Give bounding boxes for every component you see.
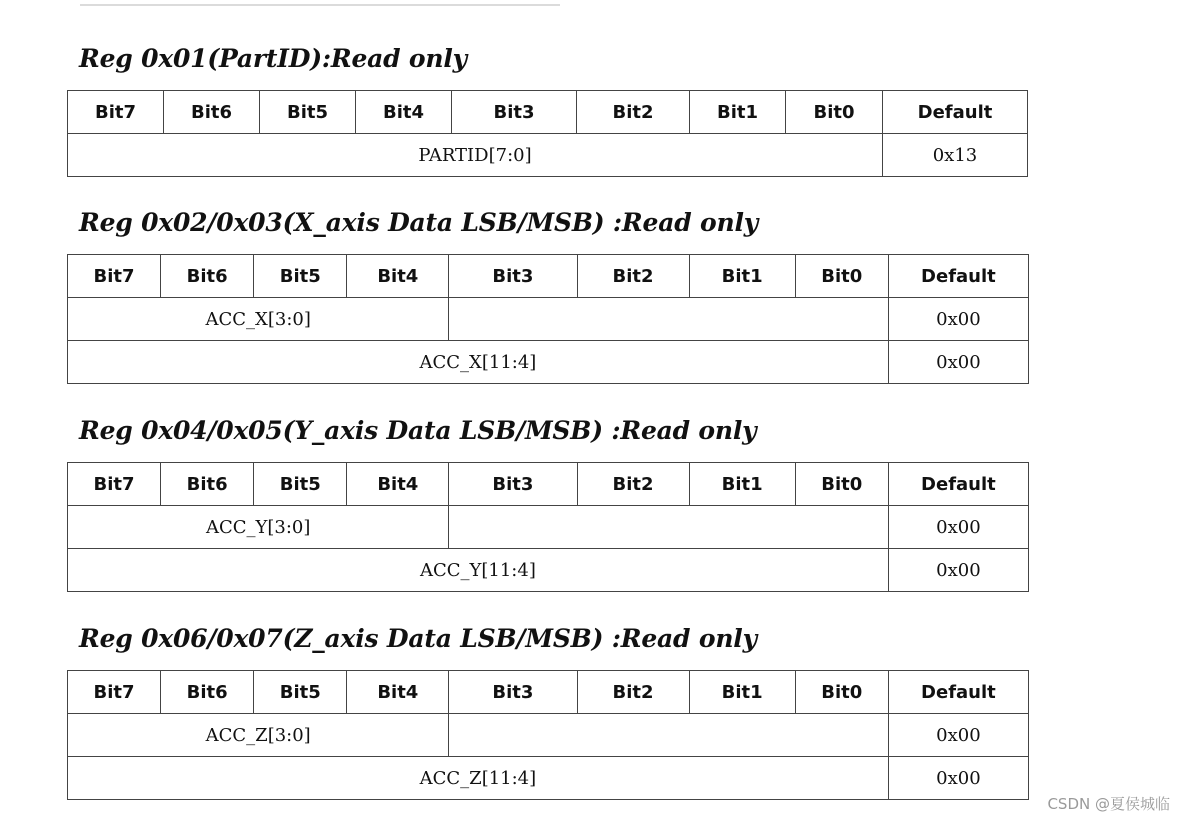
default-value: 0x00 (888, 298, 1028, 341)
header-bit4: Bit4 (347, 255, 449, 298)
header-bit5: Bit5 (260, 91, 356, 134)
reg-x-axis-table (67, 254, 1029, 384)
field-reserved (449, 506, 888, 549)
reg-z-axis-table (67, 670, 1029, 800)
field-reserved (449, 298, 888, 341)
default-value: 0x00 (888, 506, 1028, 549)
header-bit5: Bit5 (254, 255, 347, 298)
header-bit6: Bit6 (161, 671, 254, 714)
header-bit3: Bit3 (449, 255, 577, 298)
table-row (68, 134, 1028, 177)
table-row (68, 714, 1029, 757)
field-acc-z-low: ACC_Z[3:0] (68, 714, 449, 757)
header-bit4: Bit4 (347, 463, 449, 506)
header-bit0: Bit0 (795, 463, 888, 506)
header-bit2: Bit2 (577, 463, 689, 506)
header-bit7: Bit7 (68, 255, 161, 298)
header-row (68, 91, 1028, 134)
header-bit4: Bit4 (347, 671, 449, 714)
header-bit3: Bit3 (449, 671, 577, 714)
header-bit0: Bit0 (795, 671, 888, 714)
header-row (68, 671, 1029, 714)
table-row (68, 757, 1029, 800)
reg-z-axis-title: Reg 0x06/0x07(Z_axis Data LSB/MSB) :Read only (79, 624, 757, 653)
header-bit7: Bit7 (68, 463, 161, 506)
reg-partid-table (67, 90, 1028, 177)
header-bit6: Bit6 (161, 255, 254, 298)
reg-y-axis-title: Reg 0x04/0x05(Y_axis Data LSB/MSB) :Read only (79, 416, 757, 445)
header-bit7: Bit7 (68, 91, 164, 134)
header-bit3: Bit3 (452, 91, 577, 134)
reg-x-axis-title: Reg 0x02/0x03(X_axis Data LSB/MSB) :Read only (79, 208, 759, 237)
field-acc-x-high: ACC_X[11:4] (68, 341, 889, 384)
reg-y-axis-table (67, 462, 1029, 592)
default-value: 0x00 (888, 757, 1028, 800)
field-acc-y-low: ACC_Y[3:0] (68, 506, 449, 549)
header-bit0: Bit0 (795, 255, 888, 298)
header-bit1: Bit1 (689, 255, 795, 298)
header-bit1: Bit1 (690, 91, 786, 134)
header-row (68, 463, 1029, 506)
field-acc-z-high: ACC_Z[11:4] (68, 757, 889, 800)
header-bit4: Bit4 (356, 91, 452, 134)
header-bit1: Bit1 (689, 671, 795, 714)
field-partid: PARTID[7:0] (68, 134, 883, 177)
default-value: 0x00 (888, 341, 1028, 384)
field-acc-x-low: ACC_X[3:0] (68, 298, 449, 341)
default-value: 0x00 (888, 714, 1028, 757)
field-acc-y-high: ACC_Y[11:4] (68, 549, 889, 592)
table-row (68, 549, 1029, 592)
table-row (68, 341, 1029, 384)
header-default: Default (888, 255, 1028, 298)
header-row (68, 255, 1029, 298)
default-value: 0x00 (888, 549, 1028, 592)
header-bit6: Bit6 (164, 91, 260, 134)
watermark-text: CSDN @夏侯城临 (1047, 795, 1170, 813)
header-bit2: Bit2 (577, 255, 689, 298)
header-bit2: Bit2 (577, 671, 689, 714)
header-default: Default (888, 671, 1028, 714)
reg-partid-title: Reg 0x01(PartID):Read only (79, 44, 468, 73)
header-bit5: Bit5 (254, 463, 347, 506)
header-bit1: Bit1 (689, 463, 795, 506)
header-bit3: Bit3 (449, 463, 577, 506)
header-default: Default (888, 463, 1028, 506)
header-bit5: Bit5 (254, 671, 347, 714)
cropped-text-line (80, 0, 560, 6)
table-row (68, 506, 1029, 549)
table-row (68, 298, 1029, 341)
field-reserved (449, 714, 888, 757)
header-bit6: Bit6 (161, 463, 254, 506)
default-value: 0x13 (883, 134, 1028, 177)
header-bit7: Bit7 (68, 671, 161, 714)
header-bit0: Bit0 (786, 91, 883, 134)
header-default: Default (883, 91, 1028, 134)
header-bit2: Bit2 (577, 91, 690, 134)
